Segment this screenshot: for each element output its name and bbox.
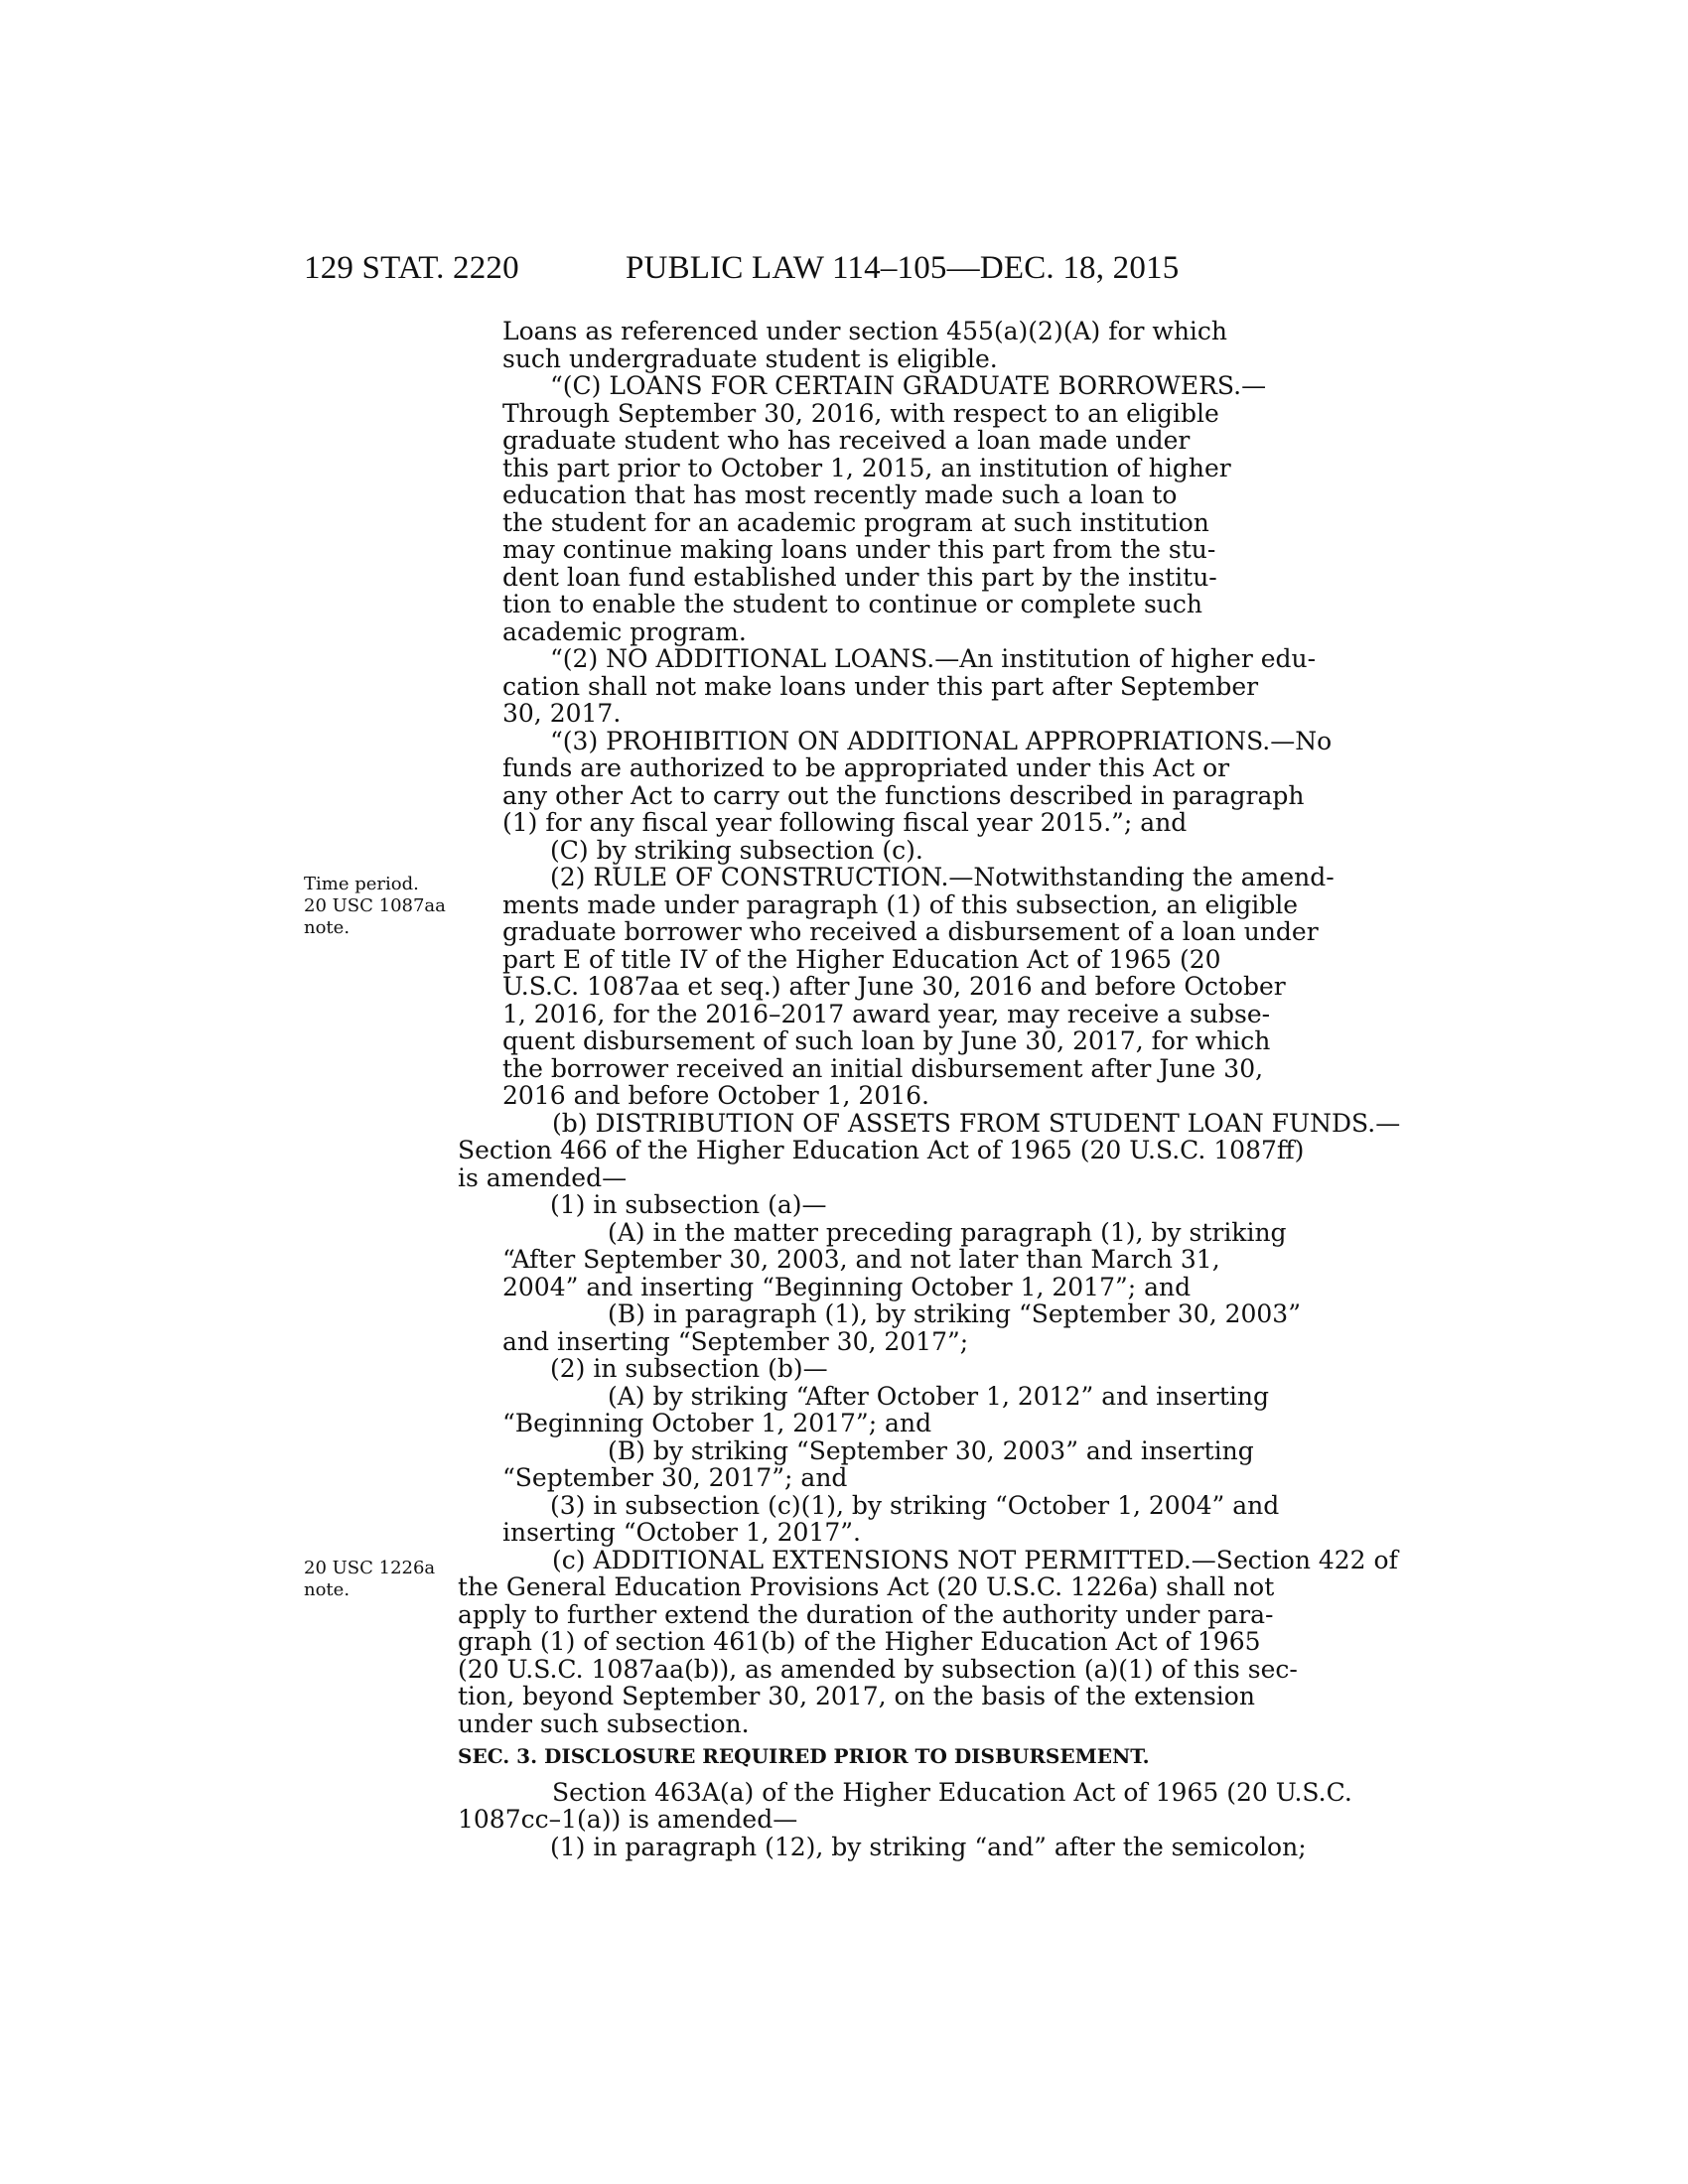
text-line: Section 466 of the Higher Education Act of 1965 (20 U.S.C. 1087ff)	[458, 1136, 1305, 1164]
text-line: any other Act to carry out the functions described in paragraph	[502, 780, 1305, 810]
text-line: “September 30, 2017”; and	[502, 1463, 848, 1492]
text-line: tion to enable the student to continue or complete such	[502, 590, 1202, 618]
text-line: (B) by striking “September 30, 2003” and inserting	[608, 1435, 1254, 1465]
statute-page-number: 129 STAT. 2220	[304, 250, 519, 286]
text-line: (1) for any fiscal year following fiscal year 2015.”; and	[502, 808, 1188, 837]
text-line: 2004” and inserting “Beginning October 1, 2017”; and	[502, 1272, 1192, 1301]
text-line: cation shall not make loans under this part after September	[502, 671, 1259, 701]
text-line: graduate borrower who received a disbursement of a loan under	[502, 917, 1319, 946]
text-line: “After September 30, 2003, and not later than March 31,	[502, 1245, 1220, 1274]
text-line: the student for an academic program at such institution	[502, 507, 1209, 537]
text-line: dent loan fund established under this part by the institu-	[502, 562, 1217, 592]
text-line: the borrower received an initial disbursement after June 30,	[502, 1053, 1264, 1083]
text-line: U.S.C. 1087aa et seq.) after June 30, 2016 and before October	[502, 972, 1286, 1001]
text-line: Through September 30, 2016, with respect to an eligible	[502, 398, 1219, 428]
text-line: (1) in subsection (a)—	[550, 1190, 827, 1219]
text-line: (2) in subsection (b)—	[550, 1354, 828, 1383]
running-head-title: PUBLIC LAW 114–105—DEC. 18, 2015	[626, 250, 1180, 286]
margin-note-usc-1226a	[304, 1558, 478, 1601]
paragraph-heading: (2) RULE OF CONSTRUCTION.—Notwithstanding the amend-	[550, 863, 1335, 891]
text-line: (C) by striking subsection (c).	[550, 835, 923, 865]
text-line: ments made under paragraph (1) of this subsection, an eligible	[502, 889, 1299, 919]
text-line: (A) by striking “After October 1, 2012” and inserting	[608, 1381, 1269, 1411]
section-heading: SEC. 3. DISCLOSURE REQUIRED PRIOR TO DISBURSEMENT.	[458, 1744, 1150, 1768]
text-line: 2016 and before October 1, 2016.	[502, 1081, 929, 1110]
text-line: is amended—	[458, 1162, 628, 1192]
text-line: academic program.	[502, 616, 747, 646]
text-line: 1087cc–1(a)) is amended—	[458, 1805, 798, 1834]
paragraph-heading: “(3) PROHIBITION ON ADDITIONAL APPROPRIATIONS.—No	[550, 726, 1333, 755]
text-line: “Beginning October 1, 2017”; and	[502, 1409, 932, 1437]
margin-note-time-period	[304, 874, 478, 939]
margin-note-line: note.	[304, 1579, 351, 1600]
margin-note-line: 20 USC 1087aa	[304, 895, 446, 916]
text-line: tion, beyond September 30, 2017, on the basis of the extension	[458, 1682, 1255, 1710]
text-line: this part prior to October 1, 2015, an institution of higher	[502, 453, 1231, 482]
text-line: under such subsection.	[458, 1708, 750, 1738]
margin-note-line: note.	[304, 917, 351, 938]
paragraph-heading: “(2) NO ADDITIONAL LOANS.—An institution of higher edu-	[550, 644, 1317, 673]
margin-note-line: Time period.	[304, 874, 419, 894]
text-line: part E of title IV of the Higher Education Act of 1965 (20	[502, 944, 1221, 974]
text-line: inserting “October 1, 2017”.	[502, 1518, 861, 1547]
margin-note-line: 20 USC 1226a	[304, 1558, 436, 1578]
text-line: may continue making loans under this part from the stu-	[502, 535, 1216, 564]
text-line: graduate student who has received a loan made under	[502, 426, 1191, 455]
text-line: 30, 2017.	[502, 699, 622, 728]
text-line: and inserting “September 30, 2017”;	[502, 1326, 969, 1356]
text-line: (B) in paragraph (1), by striking “September 30, 2003”	[608, 1299, 1301, 1328]
statute-body-text	[458, 317, 1401, 1861]
text-line: (1) in paragraph (12), by striking “and” after the semicolon;	[550, 1832, 1307, 1861]
text-line: (3) in subsection (c)(1), by striking “October 1, 2004” and	[550, 1490, 1280, 1520]
text-line: quent disbursement of such loan by June 30, 2017, for which	[502, 1026, 1271, 1055]
text-line: funds are authorized to be appropriated under this Act or	[502, 753, 1230, 782]
text-line: the General Education Provisions Act (20 U.S.C. 1226a) shall not	[458, 1572, 1275, 1601]
text-line: 1, 2016, for the 2016–2017 award year, may receive a subse-	[502, 999, 1271, 1028]
text-line: apply to further extend the duration of the authority under para-	[458, 1599, 1274, 1629]
text-line: Section 463A(a) of the Higher Education Act of 1965 (20 U.S.C.	[552, 1777, 1352, 1807]
text-line: education that has most recently made such a loan to	[502, 480, 1178, 509]
text-line: (20 U.S.C. 1087aa(b)), as amended by subsection (a)(1) of this sec-	[458, 1654, 1298, 1684]
text-line: Loans as referenced under section 455(a)(2)(A) for which	[502, 317, 1228, 345]
subsection-heading: (c) ADDITIONAL EXTENSIONS NOT PERMITTED.—Section 422 of	[552, 1545, 1398, 1574]
text-line: (A) in the matter preceding paragraph (1), by striking	[608, 1217, 1287, 1247]
subsection-heading: (b) DISTRIBUTION OF ASSETS FROM STUDENT LOAN FUNDS.—	[552, 1108, 1401, 1138]
text-line: such undergraduate student is eligible.	[502, 343, 998, 373]
text-line: graph (1) of section 461(b) of the Higher Education Act of 1965	[458, 1627, 1261, 1656]
subparagraph-heading: “(C) LOANS FOR CERTAIN GRADUATE BORROWERS.—	[550, 371, 1267, 400]
